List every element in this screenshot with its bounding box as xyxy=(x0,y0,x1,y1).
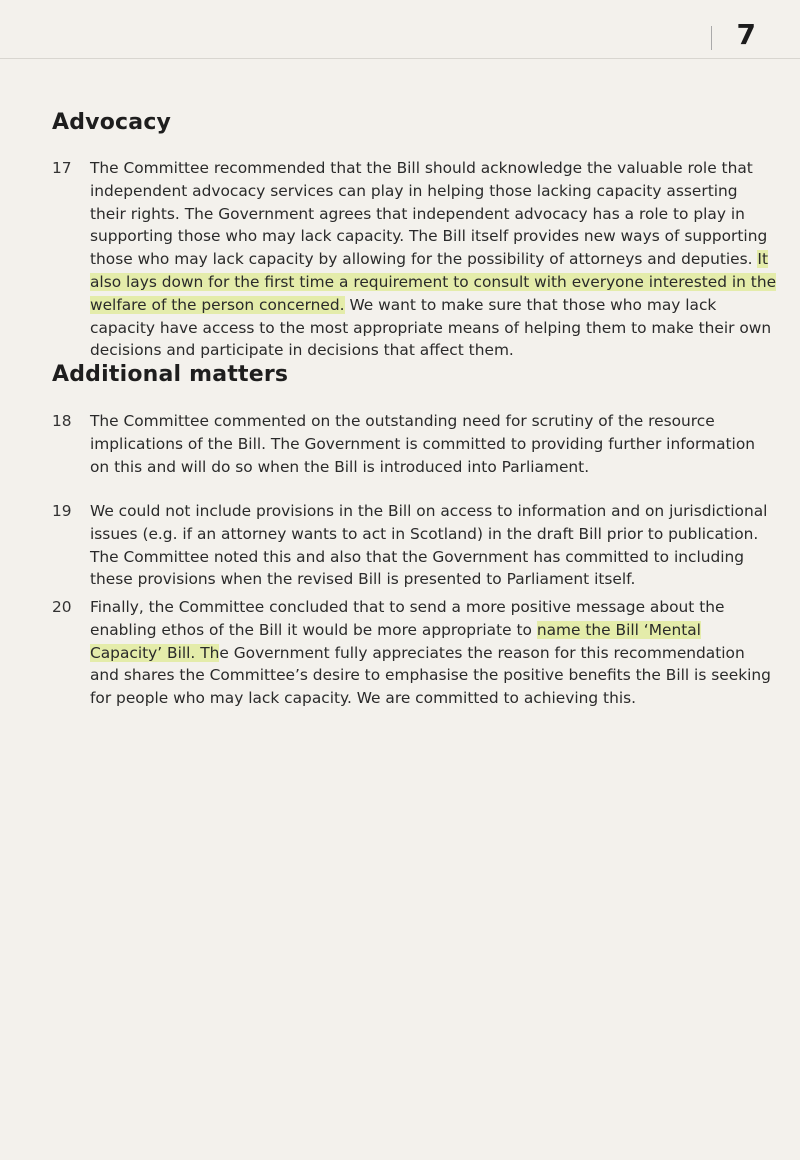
paragraph-18 xyxy=(52,410,777,478)
paragraph-text-part: e Government fully appreciates the reason for this recommendation and shares the Committee’s desire to emphasise the positive benefits the Bill is seeking for people who may lack capacity. We are committed to achieving this. xyxy=(90,643,771,708)
paragraph-text: The Committee commented on the outstanding need for scrutiny of the resource implications of the Bill. The Government is committed to providing further information on this and will do so when the Bill is introduced into Parliament. xyxy=(90,412,756,476)
paragraph-number: 20 xyxy=(52,598,72,616)
page-number: 7 xyxy=(736,18,756,51)
paragraph-text xyxy=(90,596,777,710)
highlighted-text: name the Bill ‘Mental Capacity’ Bill. Th xyxy=(90,620,701,662)
paragraph-19 xyxy=(52,500,777,591)
section-heading-additional-matters: Additional matters xyxy=(52,362,289,387)
header-divider xyxy=(711,26,712,50)
paragraph-number: 18 xyxy=(52,412,72,430)
paragraph-17 xyxy=(52,157,777,362)
highlighted-text: It also lays down for the first time a requirement to consult with everyone interested in the welfare of the person concerned. xyxy=(90,250,777,314)
paragraph-text xyxy=(90,157,777,362)
paragraph-20 xyxy=(52,596,777,710)
paragraph-text-part: Finally, the Committee concluded that to send a more positive message about the enabling ethos of the Bill it would be more appropriate to xyxy=(90,598,725,639)
paragraph-number: 19 xyxy=(52,502,72,520)
paragraph-text-part: The Committee recommended that the Bill should acknowledge the valuable role that independent advocacy services can play in helping those lacking capacity asserting their rights. The Government agrees that independent advocacy has a role to play in supporting those who may lack capacity. The Bill itself provides new ways of supporting those who may lack capacity by allowing for the possibility of attorneys and deputies. xyxy=(90,159,768,269)
paragraph-text: We could not include provisions in the Bill on access to information and on jurisdictional issues (e.g. if an attorney wants to act in Scotland) in the draft Bill prior to publication. The Committee noted this and also that the Government has committed to including these provisions when the revised Bill is presented to Parliament itself. xyxy=(90,502,768,589)
paragraph-text-part: We want to make sure that those who may lack capacity have access to the most appropriate means of helping them to make their own decisions and participate in decisions that affect them. xyxy=(90,295,772,360)
section-heading-advocacy: Advocacy xyxy=(52,110,172,135)
page-header xyxy=(0,0,800,59)
paragraph-number: 17 xyxy=(52,159,72,177)
